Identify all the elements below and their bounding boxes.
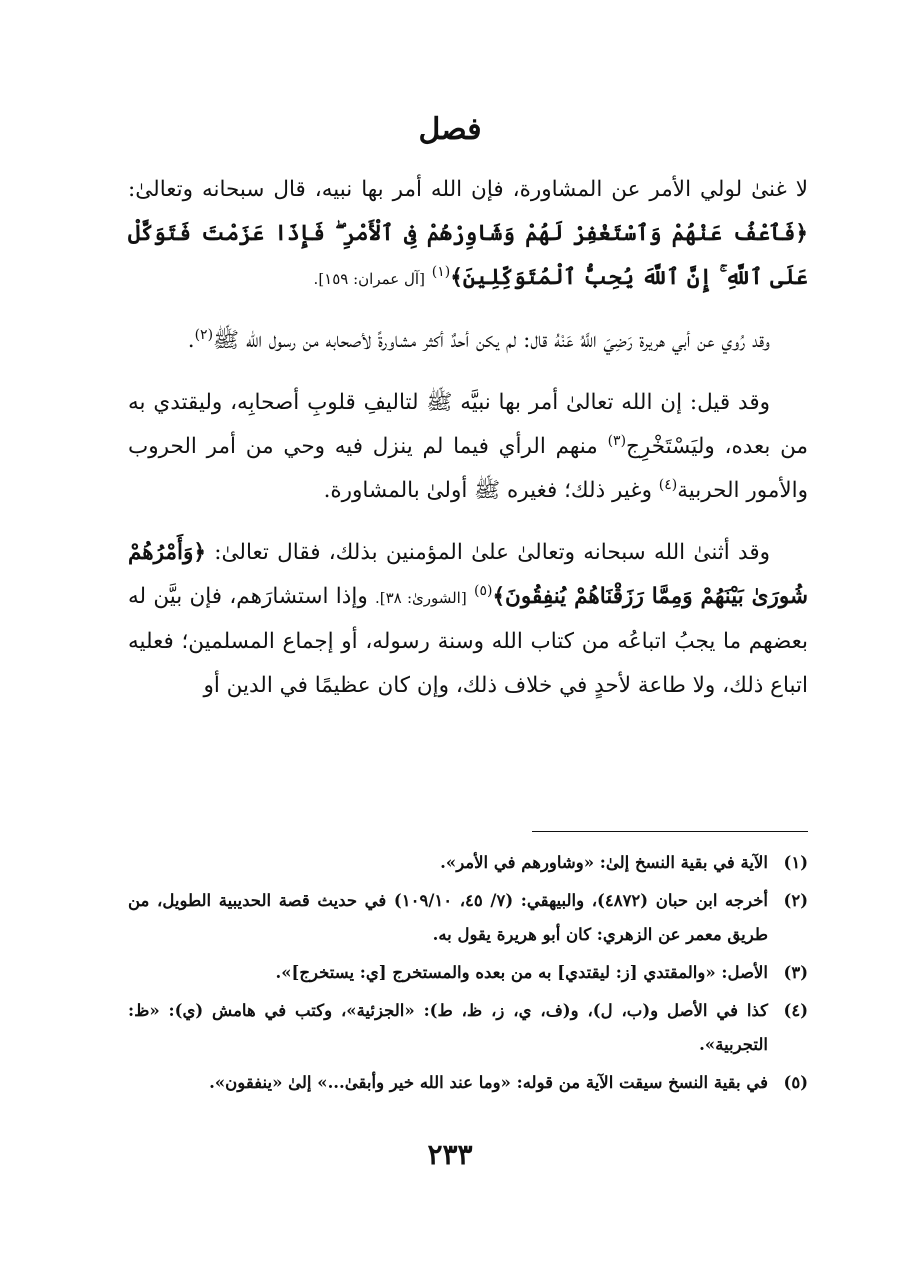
footnote-number: (٥): [783, 1073, 808, 1092]
footnote-marker-3: (٣): [607, 432, 627, 449]
quran-verse-1: ﴿فَٱعْفُ عَنْهُمْ وَٱسْتَغْفِرْ لَهُمْ وَشَاوِرْهُمْ فِى ٱلْأَمْرِ ۖ فَإِذَا عَزَمْتَ فَتَوَكَّلْ عَلَى ٱللَّهِ ۚ إِنَّ ٱللَّهَ يُحِبُّ ٱلْمُتَوَكِّلِينَ﴾: [128, 221, 808, 290]
footnote-text: أخرجه ابن حبان (٤٨٧٢)، والبيهقي: (٧/ ٤٥، ١٠٩/١٠) في حديث قصة الحديبية الطويل، من طريق معمر عن الزهري: كان أبو هريرة يقول به.: [128, 891, 768, 944]
footnote-marker-5: (٥): [473, 582, 493, 599]
page-number: ٢٣٣: [427, 1138, 473, 1171]
paragraph-3-text-b: منهم الرأي فيما لم ينزل فيه وحي من أمر الحروب والأمور الحربية: [128, 434, 808, 503]
footnote-marker-2: (٢): [194, 326, 214, 343]
footnote-marker-4: (٤): [658, 476, 678, 493]
footnote-marker-1: (١): [431, 263, 451, 280]
footnote-number: (١): [783, 853, 808, 872]
footnote-3: [128, 956, 808, 990]
footnote-text: الأصل: «والمقتدي [ز: ليقتدي] به من بعده والمستخرج [ي: يستخرج]».: [275, 963, 768, 982]
paragraph-3-text-a: وقد قيل: إن الله تعالىٰ أمر بها نبيَّه ﷺ لتاليفِ قلوبِ أصحابِه، وليقتدي به من بعده، وليَسْتَخْرِج: [128, 390, 809, 459]
verse-reference-2: [الشورىٰ: ٣٨].: [374, 589, 467, 607]
footnote-4: [128, 994, 808, 1062]
section-heading: فصل: [418, 112, 482, 147]
footnote-text: في بقية النسخ سيقت الآية من قوله: «وما عند الله خير وأبقىٰ...» إلىٰ «ينفقون».: [209, 1073, 768, 1092]
paragraph-1: [128, 168, 808, 301]
footnote-number: (٣): [783, 963, 808, 982]
footnote-text: كذا في الأصل و(ب، ل)، و(ف، ي، ز، ظ، ط): «الجزئية»، وكتب في هامش (ي): «ظ: التجربية».: [128, 1001, 768, 1054]
footnotes: [128, 846, 808, 1104]
paragraph-4-text-a: وقد أثنىٰ الله سبحانه وتعالىٰ علىٰ المؤمنين بذلك، فقال تعالىٰ:: [205, 540, 770, 565]
paragraph-4: [128, 531, 808, 708]
footnote-5: [128, 1066, 808, 1100]
footnote-separator: [532, 831, 808, 832]
footnote-1: [128, 846, 808, 880]
verse-reference-1: [آل عمران: ١٥٩].: [313, 270, 425, 288]
footnote-number: (٢): [783, 891, 808, 910]
paragraph-4-text-b: وإذا استشارَهم، فإن بيَّن له بعضهم ما يجبُ اتباعُه من كتاب الله وسنة رسوله، أو إجماع المسلمين؛ فعليه اتباع ذلك، ولا طاعة لأحدٍ في خلاف ذلك، وإن كان عظيمًا في الدين أو: [128, 584, 808, 698]
paragraph-2-end: .: [187, 328, 195, 353]
paragraph-2-text: وقد رُوي عن أبي هريرة رَضِيَ اللَّهُ عَنْهُ قال: لم يكن أحدٌ أكثر مشاورةً لأصحابه من رسول الله ﷺ: [213, 328, 770, 353]
paragraph-3-text-c: وغير ذلك؛ فغيره ﷺ أولىٰ بالمشاورة.: [323, 478, 659, 503]
footnote-2: [128, 884, 808, 952]
paragraph-2: [128, 319, 808, 363]
main-text: [128, 168, 808, 726]
quran-verse-2: ﴿وَأَمْرُهُمْ شُورَىٰ بَيْنَهُمْ وَمِمَّا رَزَقْنَاهُمْ يُنفِقُونَ﴾: [128, 540, 808, 609]
paragraph-1-text: لا غنىٰ لولي الأمر عن المشاورة، فإن الله أمر بها نبيه، قال سبحانه وتعالىٰ:: [128, 177, 808, 202]
footnote-number: (٤): [783, 1001, 808, 1020]
footnote-text: الآية في بقية النسخ إلىٰ: «وشاورهم في الأمر».: [440, 853, 768, 872]
paragraph-3: [128, 381, 808, 513]
